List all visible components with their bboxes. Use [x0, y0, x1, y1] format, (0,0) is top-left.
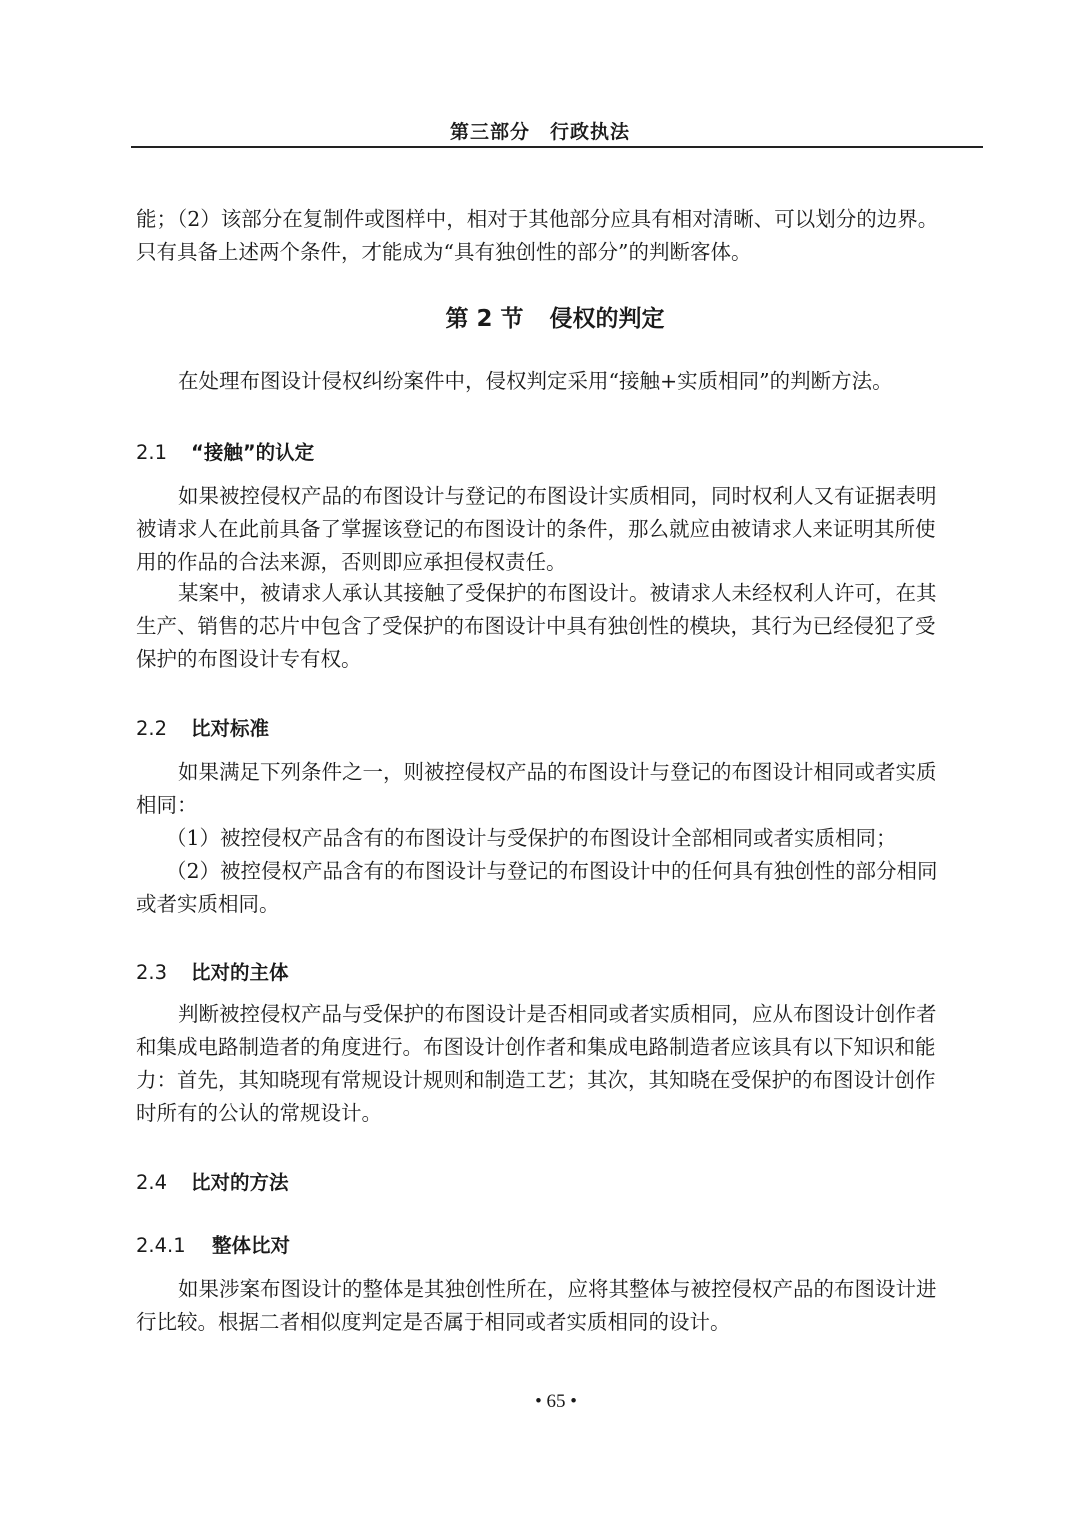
text-line: 能；（2）该部分在复制件或图样中，相对于其他部分应具有相对清晰、可以划分的边界。	[136, 207, 939, 231]
text-line: 只有具备上述两个条件，才能成为“具有独创性的部分”的判断客体。	[136, 240, 752, 264]
text-line: 力：首先，其知晓现有常规设计规则和制造工艺；其次，其知晓在受保护的布图设计创作	[136, 1068, 936, 1092]
subsection-title: 比对的主体	[191, 961, 289, 984]
subsection-heading-2-3	[136, 957, 289, 985]
header-rule	[131, 146, 983, 148]
section-number: 第 2 节	[445, 306, 524, 332]
section-lead	[136, 365, 1030, 398]
text-line: 如果涉案布图设计的整体是其独创性所在，应将其整体与被控侵权产品的布图设计进	[178, 1277, 937, 1301]
paragraph	[136, 480, 988, 579]
subsection-title: 比对的方法	[191, 1171, 289, 1194]
section-title: 侵权的判定	[549, 306, 665, 332]
running-header: 第三部分 行政执法	[449, 121, 630, 143]
subsection-heading-2-2	[136, 713, 269, 741]
subsection-heading-2-1	[136, 437, 314, 465]
section-heading	[0, 300, 1080, 333]
text-line: 相同：	[136, 793, 198, 817]
subsection-heading-2-4	[136, 1167, 289, 1195]
list-item: （2）被控侵权产品含有的布图设计与登记的布图设计中的任何具有独创性的部分相同	[166, 859, 938, 883]
subsection-number: 2.4	[136, 1171, 168, 1194]
subsection-number: 2.4.1	[136, 1234, 186, 1257]
subsection-title: 比对标准	[191, 717, 270, 740]
list-item: （1）被控侵权产品含有的布图设计与受保护的布图设计全部相同或者实质相同；	[166, 826, 897, 850]
text-line: 时所有的公认的常规设计。	[136, 1101, 382, 1125]
subsection-title: “接触”的认定	[191, 441, 315, 464]
text-line: 如果被控侵权产品的布图设计与登记的布图设计实质相同，同时权利人又有证据表明	[178, 484, 937, 508]
subsection-heading-2-4-1	[136, 1230, 290, 1258]
subsection-number: 2.1	[136, 441, 168, 464]
subsection-number: 2.2	[136, 717, 168, 740]
text-line: 某案中，被请求人承认其接触了受保护的布图设计。被请求人未经权利人许可，在其	[178, 581, 937, 605]
text-line: 在处理布图设计侵权纠纷案件中，侵权判定采用“接触+实质相同”的判断方法。	[178, 369, 893, 393]
page-number: • 65 •	[535, 1391, 577, 1412]
paragraph	[136, 998, 988, 1130]
paragraph	[136, 1273, 988, 1339]
text-line: 生产、销售的芯片中包含了受保护的布图设计中具有独创性的模块，其行为已经侵犯了受	[136, 614, 936, 638]
text-line: 判断被控侵权产品与受保护的布图设计是否相同或者实质相同，应从布图设计创作者	[178, 1002, 937, 1026]
intro-paragraph	[136, 203, 988, 269]
text-line: 如果满足下列条件之一，则被控侵权产品的布图设计与登记的布图设计相同或者实质	[178, 760, 937, 784]
subsection-title: 整体比对	[212, 1234, 291, 1257]
text-line: 保护的布图设计专有权。	[136, 647, 362, 671]
text-line: 被请求人在此前具备了掌握该登记的布图设计的条件，那么就应由被请求人来证明其所使	[136, 517, 936, 541]
paragraph	[136, 756, 988, 921]
text-line: 和集成电路制造者的角度进行。布图设计创作者和集成电路制造者应该具有以下知识和能	[136, 1035, 936, 1059]
text-line: 行比较。根据二者相似度判定是否属于相同或者实质相同的设计。	[136, 1310, 731, 1334]
paragraph	[136, 577, 988, 676]
subsection-number: 2.3	[136, 961, 168, 984]
text-line: 或者实质相同。	[136, 892, 280, 916]
text-line: 用的作品的合法来源，否则即应承担侵权责任。	[136, 550, 567, 574]
